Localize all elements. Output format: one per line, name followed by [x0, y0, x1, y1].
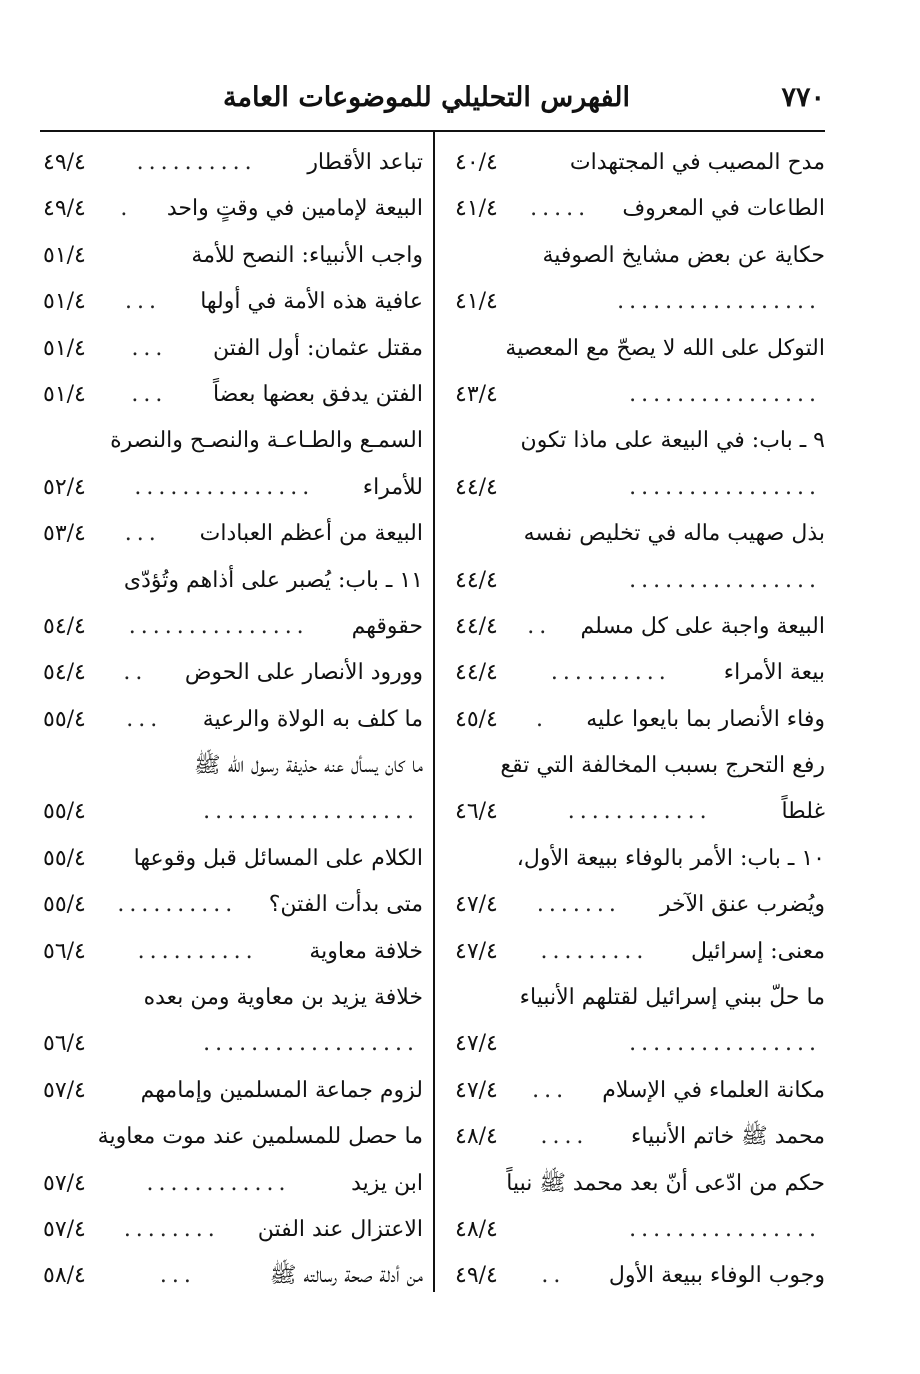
- index-entry: [43, 604, 423, 650]
- entry-title: غلطاً: [781, 799, 825, 825]
- entry-leader-dots: .........: [540, 938, 649, 964]
- entry-title: السمـع والطـاعـة والنصـح والنصرة: [110, 428, 423, 454]
- index-entry: [455, 836, 825, 882]
- entry-title: معنى: إسرائيل: [691, 938, 825, 964]
- entry-title: واجب الأنبياء: النصح للأمة: [191, 242, 423, 268]
- entry-leader-dots: ..: [527, 613, 552, 639]
- entry-page-ref: ٤٨/٤: [455, 1216, 498, 1242]
- index-entry: [43, 372, 423, 418]
- index-entry: [43, 1161, 423, 1207]
- entry-title: ما كان يسأل عنه حذيفة رسول الله ﷺ: [194, 753, 423, 779]
- entry-leader-dots: ............: [146, 1170, 291, 1196]
- entry-page-ref: ٥١/٤: [43, 289, 86, 315]
- entry-title: رفع التحرج بسبب المخالفة التي تقع: [500, 753, 825, 779]
- right-column: [455, 140, 825, 1300]
- entry-title: الطاعات في المعروف: [622, 196, 825, 222]
- entry-title: البيعة من أعظم العبادات: [199, 521, 423, 547]
- entry-title: ما كلف به الولاة والرعية: [202, 706, 423, 732]
- entry-title: الاعتزال عند الفتن: [257, 1216, 423, 1242]
- entry-leader-dots: ..........: [117, 892, 238, 918]
- entry-title: مقتل عثمان: أول الفتن: [213, 335, 423, 361]
- entry-page-ref: ٤١/٤: [455, 196, 498, 222]
- index-entry: [43, 650, 423, 696]
- entry-title: وفاء الأنصار بما بايعوا عليه: [586, 706, 825, 732]
- index-entry: [43, 1207, 423, 1253]
- entry-page-ref: ٤٩/٤: [455, 1263, 498, 1289]
- index-entry: [43, 418, 423, 464]
- index-entry: [43, 465, 423, 511]
- index-entry: [43, 789, 423, 835]
- entry-leader-dots: .................: [617, 289, 821, 315]
- entry-page-ref: ٤٧/٤: [455, 1077, 498, 1103]
- entry-title: مدح المصيب في المجتهدات: [569, 150, 825, 175]
- entry-page-ref: ٥٥/٤: [43, 892, 86, 918]
- index-entry: [455, 1021, 825, 1067]
- entry-page-ref: ٤١/٤: [455, 289, 498, 315]
- entry-title: تباعد الأقطار: [307, 150, 423, 175]
- entry-page-ref: ٥٥/٤: [43, 706, 86, 732]
- entry-page-ref: ٤٣/٤: [455, 381, 498, 407]
- entry-page-ref: ٤٨/٤: [455, 1124, 498, 1150]
- entry-page-ref: ٥٣/٤: [43, 521, 86, 547]
- entry-page-ref: ٤٤/٤: [455, 660, 498, 686]
- entry-title: خلافة معاوية: [309, 938, 423, 964]
- index-entry: [43, 186, 423, 232]
- entry-leader-dots: ............: [567, 799, 712, 825]
- entry-page-ref: ٥٥/٤: [43, 845, 86, 871]
- index-entry: [43, 279, 423, 325]
- entry-page-ref: ٤٩/٤: [43, 150, 86, 175]
- entry-title: حقوقهم: [351, 613, 423, 639]
- entry-leader-dots: ...: [124, 521, 161, 547]
- entry-leader-dots: ...: [159, 1263, 196, 1289]
- entry-leader-dots: .: [120, 196, 133, 222]
- index-entry: [455, 882, 825, 928]
- entry-title: ما حصل للمسلمين عند موت معاوية: [97, 1124, 423, 1150]
- entry-leader-dots: ................: [629, 567, 821, 593]
- entry-title: ما حلّ ببني إسرائيل لقتلهم الأنبياء: [519, 985, 825, 1011]
- entry-page-ref: ٤٦/٤: [455, 799, 498, 825]
- entry-leader-dots: ........: [123, 1216, 220, 1242]
- entry-title: البيعة واجبة على كل مسلم: [580, 613, 825, 639]
- page-number: ٧٧٠: [781, 82, 825, 113]
- entry-page-ref: ٥٧/٤: [43, 1216, 86, 1242]
- entry-leader-dots: ...: [131, 381, 168, 407]
- entry-page-ref: ٥٨/٤: [43, 1263, 86, 1289]
- column-divider: [433, 132, 435, 1292]
- index-entry: [43, 140, 423, 186]
- entry-page-ref: ٤٧/٤: [455, 892, 498, 918]
- index-entry: [43, 511, 423, 557]
- entry-page-ref: ٤٤/٤: [455, 613, 498, 639]
- entry-title: البيعة لإمامين في وقتٍ واحد: [166, 196, 423, 222]
- index-entry: [455, 697, 825, 743]
- page-header: [40, 78, 825, 128]
- entry-leader-dots: .......: [536, 892, 621, 918]
- entry-leader-dots: ...: [131, 335, 168, 361]
- entry-title: حكم من ادّعى أنّ بعد محمد ﷺ نبياً: [506, 1170, 825, 1196]
- entry-page-ref: ٥١/٤: [43, 381, 86, 407]
- index-entry: [455, 279, 825, 325]
- entry-title: ابن يزيد: [351, 1170, 423, 1196]
- entry-page-ref: ٥٧/٤: [43, 1170, 86, 1196]
- entry-title: الكلام على المسائل قبل وقوعها: [133, 845, 423, 871]
- entry-title: من أدلة صحة رسالته ﷺ: [269, 1263, 423, 1289]
- entry-page-ref: ٥٢/٤: [43, 474, 86, 500]
- entry-page-ref: ٥١/٤: [43, 242, 86, 268]
- index-entry: [43, 975, 423, 1021]
- entry-title: ١١ ـ باب: يُصبر على أذاهم وتُؤدّى: [123, 567, 423, 593]
- index-entry: [455, 929, 825, 975]
- entry-leader-dots: ...: [125, 289, 162, 315]
- entry-leader-dots: ................: [629, 1031, 821, 1057]
- index-entry: [455, 1207, 825, 1253]
- entry-page-ref: ٥٤/٤: [43, 613, 86, 639]
- index-entry: [455, 372, 825, 418]
- index-entry: [43, 697, 423, 743]
- index-entry: [43, 1021, 423, 1067]
- index-entry: [455, 1068, 825, 1114]
- entry-title: الفتن يدفق بعضها بعضاً: [212, 381, 423, 407]
- entry-title: ٩ ـ باب: في البيعة على ماذا تكون: [520, 428, 825, 454]
- entry-title: عافية هذه الأمة في أولها: [200, 289, 423, 315]
- entry-page-ref: ٤٧/٤: [455, 1031, 498, 1057]
- index-entry: [455, 186, 825, 232]
- entry-leader-dots: ...: [532, 1077, 569, 1103]
- entry-leader-dots: ...............: [128, 613, 309, 639]
- index-entry: [455, 743, 825, 789]
- entry-page-ref: ٥٤/٤: [43, 660, 86, 686]
- index-entry: [455, 326, 825, 372]
- entry-leader-dots: ...: [126, 706, 163, 732]
- index-entry: [455, 1114, 825, 1160]
- index-entry: [455, 1253, 825, 1299]
- index-entry: [43, 743, 423, 789]
- index-entry: [43, 1253, 423, 1299]
- entry-title: ويُضرب عنق الآخر: [659, 892, 825, 918]
- index-entry: [455, 418, 825, 464]
- entry-leader-dots: ..........: [550, 660, 671, 686]
- index-entry: [43, 882, 423, 928]
- entry-page-ref: ٤٩/٤: [43, 196, 86, 222]
- entry-leader-dots: ..: [123, 660, 148, 686]
- index-entry: [43, 1114, 423, 1160]
- index-entry: [455, 465, 825, 511]
- entry-leader-dots: ................: [629, 1216, 821, 1242]
- index-entry: [455, 604, 825, 650]
- entry-page-ref: ٤٤/٤: [455, 567, 498, 593]
- entry-title: بذل صهيب ماله في تخليص نفسه: [523, 521, 825, 547]
- entry-page-ref: ٥٧/٤: [43, 1077, 86, 1103]
- index-entry: [455, 511, 825, 557]
- entry-leader-dots: ................: [629, 381, 821, 407]
- entry-leader-dots: ..........: [136, 150, 257, 175]
- entry-leader-dots: .....: [530, 196, 591, 222]
- entry-page-ref: ٤٥/٤: [455, 706, 498, 732]
- entry-title: حكاية عن بعض مشايخ الصوفية: [542, 242, 825, 268]
- index-entry: [43, 558, 423, 604]
- page-title: الفهرس التحليلي للموضوعات العامة: [223, 82, 630, 113]
- index-entry: [43, 326, 423, 372]
- index-entry: [455, 558, 825, 604]
- entry-title: متى بدأت الفتن؟: [268, 892, 423, 918]
- index-entry: [455, 975, 825, 1021]
- entry-title: وورود الأنصار على الحوض: [184, 660, 423, 686]
- entry-page-ref: ٤٠/٤: [455, 150, 498, 175]
- left-column: [43, 140, 423, 1300]
- entry-title: محمد ﷺ خاتم الأنبياء: [631, 1124, 825, 1150]
- entry-leader-dots: ..................: [203, 1031, 419, 1057]
- entry-leader-dots: ..: [541, 1263, 566, 1289]
- index-entry: [455, 789, 825, 835]
- entry-leader-dots: .: [536, 706, 549, 732]
- entry-page-ref: ٤٧/٤: [455, 938, 498, 964]
- entry-leader-dots: ....: [540, 1124, 589, 1150]
- index-entry: [43, 233, 423, 279]
- entry-title: للأمراء: [362, 474, 423, 500]
- entry-page-ref: ٥٥/٤: [43, 799, 86, 825]
- entry-page-ref: ٥٦/٤: [43, 938, 86, 964]
- entry-title: خلافة يزيد بن معاوية ومن بعده: [143, 985, 423, 1011]
- entry-title: ١٠ ـ باب: الأمر بالوفاء ببيعة الأول،: [516, 845, 825, 871]
- entry-title: وجوب الوفاء ببيعة الأول: [608, 1263, 825, 1289]
- index-entry: [43, 1068, 423, 1114]
- entry-page-ref: ٥١/٤: [43, 335, 86, 361]
- index-entry: [43, 836, 423, 882]
- entry-title: التوكل على الله لا يصحّ مع المعصية: [505, 335, 825, 361]
- entry-leader-dots: ................: [629, 474, 821, 500]
- entry-leader-dots: ..................: [203, 799, 419, 825]
- index-entry: [455, 650, 825, 696]
- entry-leader-dots: ...............: [134, 474, 315, 500]
- index-entry: [43, 929, 423, 975]
- entry-title: مكانة العلماء في الإسلام: [602, 1077, 825, 1103]
- entry-page-ref: ٥٦/٤: [43, 1031, 86, 1057]
- index-entry: [455, 140, 825, 186]
- entry-leader-dots: ..........: [137, 938, 258, 964]
- entry-title: لزوم جماعة المسلمين وإمامهم: [140, 1077, 423, 1103]
- entry-title: بيعة الأمراء: [723, 660, 825, 686]
- entry-page-ref: ٤٤/٤: [455, 474, 498, 500]
- index-entry: [455, 1161, 825, 1207]
- index-entry: [455, 233, 825, 279]
